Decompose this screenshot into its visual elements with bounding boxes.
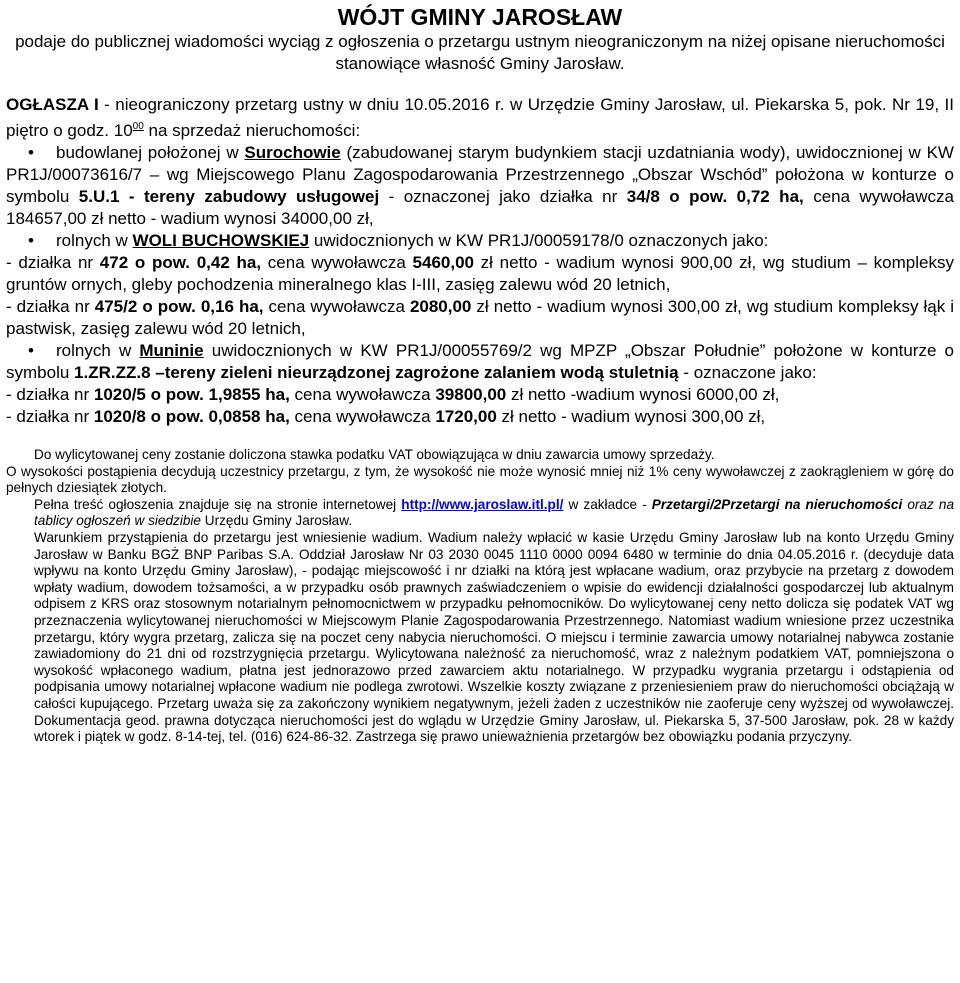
document-page: [0, 3, 960, 983]
plot-text: cena wywoławcza: [289, 407, 436, 426]
plot-area: 1,9855 ha,: [203, 385, 290, 404]
plot-area: 0,16 ha,: [195, 297, 264, 316]
plot-entry: [6, 296, 954, 340]
list-item-munina: [6, 340, 954, 384]
plot-text: zł netto - wadium wynosi 900,00 zł, wg studium – kompleksy gruntów ornych, gleby pochodzenia mineralnego klas I-III, zasięg zalewu wód 20 letnich,: [6, 253, 954, 294]
item-text: - oznaczonej jako działka nr: [379, 187, 627, 206]
item-text: cena wywoławcza 184657,00 zł netto - wadium wynosi 34000,00 zł,: [6, 187, 954, 228]
place-name: Muninie: [139, 341, 204, 360]
plot-text: zł netto - wadium wynosi 300,00 zł, wg studium kompleksy łąk i pastwisk, zasięg zalewu wód 20 letnich,: [6, 297, 954, 338]
plot-number: 472 o pow.: [99, 253, 191, 272]
conditions-paragraph: Warunkiem przystąpienia do przetargu jest wniesienie wadium. Wadium należy wpłacić w kasie Urzędu Gminy Jarosław lub na konto Urzędu Gminy Jarosław w Banku BGŻ BNP Paribas S.A. Oddział Jarosław Nr 03 2030 0045 1110 0000 0094 6480 w terminie do dnia 04.05.2016 r. (decyduje data wpływu na konto Urzędu Gminy Jarosław), - podając miejscowość i nr działki na którą jest wpłacane wadium, oraz przybycie na przetarg z dowodem wpłaty wadium, dowodem tożsamości, a w przypadku osób prawnych zaświadczeniem o wpisie do ewidencji działalności gospodarczej lub aktualnym odpisem z KRS oraz stosownym notarialnym pełnomocnictwem w przypadku pełnomocników. Do wylicytowanej ceny netto dolicza się podatek VAT wg przeznaczenia wylicytowanej nieruchomości w Miejscowym Planie Zagospodarowania Przestrzennego. Natomiast wadium wniesione przez uczestnika przetargu, który wygra przetarg, zalicza się na poczet ceny nabycia nieruchomości. O miejscu i terminie zawarcia umowy notarialnej nabywca zostanie zawiadomiony do 21 dni od rozstrzygnięcia przetargu. Wylicytowana należność za nieruchomość, wraz z należnym podatkiem VAT, pomniejszona o wysokość wpłaconego wadium, płatna jest jednorazowo przed zawarciem aktu notarialnego. W przypadku wygrania przetargu i odstąpienia od podpisania umowy notarialnej wpłacone wadium nie podlega zwrotowi. Wszelkie koszty związane z przeniesieniem praw do nieruchomości obciążają w całości kupującego. Przetarg uważa się za zakończony wynikiem negatywnym, jeżeli żaden z uczestników nie zaoferuje ceny wyższej od wywoławczej. Dokumentacja geod. prawna dotycząca nieruchomości jest do wglądu w Urzędzie Gminy Jarosław, ul. Piekarska 5, 37-500 Jarosław, pok. 28 w każdy wtorek i piątek w godz. 8-14-tej, tel. (016) 624-86-32. Zastrzega się prawo unieważnienia przetargów bez obowiązku podania przyczyny.: [34, 529, 954, 745]
plot-number: 475/2 o pow.: [94, 297, 196, 316]
page-subtitle: podaje do publicznej wiadomości wyciąg z ogłoszenia o przetargu ustnym nieograniczonym na niżej opisane nieruchomości stanowiące własność Gminy Jarosław.: [15, 32, 945, 73]
item-text: (zabudowanej starym budynkiem stacji uzdatniania wody), uwidocznionej w KW PR1J/00073616/7 – wg Miejscowego Planu Zagospodarowania Przestrzennego „Obszar Wschód” położona w konturze o symbolu: [6, 143, 954, 206]
plot-prefix: - działka nr: [6, 297, 95, 316]
bullet-icon: •: [28, 143, 34, 162]
zone-symbol: 5.U.1 - tereny zabudowy usługowej: [78, 187, 380, 206]
paragraph-text: Pełna treść ogłoszenia znajduje się na stronie internetowej: [34, 496, 402, 512]
item-lead: rolnych w: [56, 231, 133, 250]
full-text-paragraph: [6, 497, 954, 530]
place-name: WOLI BUCHOWSKIEJ: [132, 231, 310, 250]
item-lead: budowlanej położonej w: [56, 143, 245, 162]
plot-prefix: - działka nr: [6, 253, 100, 272]
website-tab-name: Przetargi/2Przetargi na nieruchomości: [651, 496, 903, 512]
plot-area: 0,72 ha,: [727, 187, 804, 206]
announcement-intro: [6, 94, 954, 142]
plot-area: 0,42 ha,: [190, 253, 262, 272]
item-text: uwidocznionych w KW PR1J/00055769/2 wg MPZP „Obszar Południe” położone w konturze o symbolu: [6, 341, 954, 382]
page-title: WÓJT GMINY JAROSŁAW: [337, 4, 623, 30]
bullet-icon: •: [28, 341, 34, 360]
plot-number: 34/8 o pow.: [626, 187, 728, 206]
bullet-icon: •: [28, 231, 34, 250]
intro-text: - nieograniczony przetarg ustny w dniu 10.05.2016 r. w Urzędzie Gminy Jarosław, ul. Piekarska 5, pok. Nr 19, II piętro o godz. 10: [6, 95, 954, 140]
plot-text: cena wywoławcza: [289, 385, 436, 404]
item-text: uwidocznionych w KW PR1J/00059178/0 oznaczonych jako:: [309, 231, 769, 250]
paragraph-text: oraz na tablicy ogłoszeń w siedzibie: [34, 496, 954, 529]
plot-text: zł netto - wadium wynosi 300,00 zł,: [496, 407, 766, 426]
paragraph-text: Urzędu Gminy Jarosław.: [201, 513, 353, 529]
plot-prefix: - działka nr: [6, 385, 94, 404]
item-text: - oznaczone jako:: [678, 363, 817, 382]
plot-price: 39800,00: [435, 385, 507, 404]
plot-number: 1020/5 o pow.: [93, 385, 204, 404]
intro-bold: OGŁASZA I: [6, 95, 99, 114]
plot-price: 1720,00: [435, 407, 497, 426]
plot-area: 0,0858 ha,: [203, 407, 290, 426]
website-link[interactable]: http://www.jaroslaw.itl.pl/: [401, 496, 564, 512]
item-lead: rolnych w: [56, 341, 140, 360]
notice-section: [6, 447, 954, 746]
place-name: Surochowie: [244, 143, 341, 162]
plot-number: 1020/8 o pow.: [93, 407, 204, 426]
zone-symbol: 1.ZR.ZZ.8 –tereny zieleni nieurządzonej zagrożone zalaniem wodą stuletnią: [74, 363, 679, 382]
plot-text: cena wywoławcza: [263, 297, 410, 316]
intro-tail: na sprzedaż nieruchomości:: [143, 121, 361, 140]
vat-paragraph: Do wylicytowanej ceny zostanie doliczona stawka podatku VAT obowiązująca w dniu zawarcia umowy sprzedaży.: [34, 447, 715, 462]
plot-prefix: - działka nr: [6, 407, 94, 426]
list-item-surochow: [6, 142, 954, 230]
plot-price: 5460,00: [412, 253, 474, 272]
hour-superscript: 00: [132, 121, 144, 132]
plot-entry: [6, 252, 954, 296]
plot-entry: [6, 384, 954, 406]
bid-increment-paragraph: O wysokości postąpienia decydują uczestnicy przetargu, z tym, że wysokość nie może wynosić mniej niż 1% ceny wywoławczej z zaokrągleniem w górę do pełnych dziesiątek złotych.: [6, 463, 954, 496]
list-item-wola-buchowska: [6, 230, 954, 252]
plot-price: 2080,00: [409, 297, 472, 316]
paragraph-text: w zakładce -: [563, 496, 652, 512]
announcement-body: [6, 94, 954, 428]
plot-text: zł netto -wadium wynosi 6000,00 zł,: [506, 385, 780, 404]
plot-text: cena wywoławcza: [261, 253, 413, 272]
plot-entry: [6, 406, 954, 428]
